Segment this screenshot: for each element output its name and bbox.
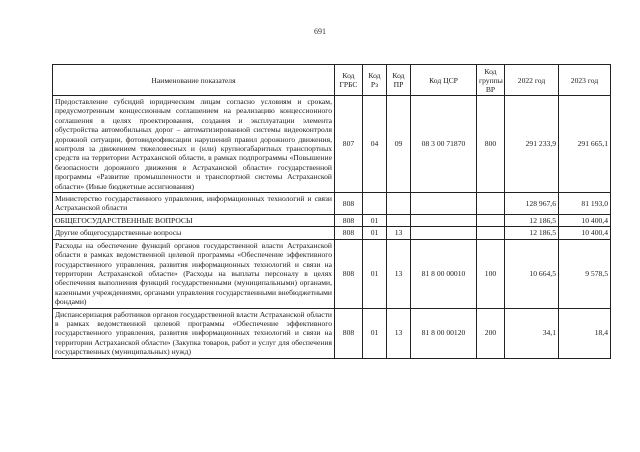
- page-number: 691: [314, 27, 326, 36]
- row-csr: 81 8 00 00010: [411, 239, 477, 308]
- row-vr: [477, 214, 505, 226]
- row-vr: [477, 227, 505, 239]
- table-row: [53, 227, 611, 239]
- row-grbs: 808: [335, 308, 363, 358]
- row-rz: 01: [363, 239, 387, 308]
- row-grbs: 808: [335, 239, 363, 308]
- row-rz: [363, 193, 387, 215]
- row-2022: 291 233,9: [505, 96, 559, 193]
- row-pr: 09: [387, 96, 411, 193]
- row-rz: 01: [363, 227, 387, 239]
- table-row: [53, 193, 611, 215]
- row-name: ОБЩЕГОСУДАРСТВЕННЫЕ ВОПРОСЫ: [53, 214, 335, 226]
- header-2023: 2023 год: [559, 65, 611, 96]
- row-vr: 100: [477, 239, 505, 308]
- table-row: [53, 239, 611, 308]
- row-2023: 9 578,5: [559, 239, 611, 308]
- row-rz: 01: [363, 214, 387, 226]
- row-grbs: 807: [335, 96, 363, 193]
- row-vr: [477, 193, 505, 215]
- row-rz: 01: [363, 308, 387, 358]
- row-2023: 81 193,0: [559, 193, 611, 215]
- row-2023: 291 665,1: [559, 96, 611, 193]
- row-grbs: 808: [335, 214, 363, 226]
- row-pr: [387, 214, 411, 226]
- row-rz: 04: [363, 96, 387, 193]
- row-csr: 08 3 00 71870: [411, 96, 477, 193]
- table-row: [53, 96, 611, 193]
- row-grbs: 808: [335, 227, 363, 239]
- row-csr: [411, 193, 477, 215]
- row-name: Министерство государственного управления, информационных технологий и связи Астраханской области: [53, 193, 335, 215]
- row-2023: 18,4: [559, 308, 611, 358]
- row-name: Диспансеризация работников органов государственной власти Астраханской области в рамках ведомственной целевой программы «Обеспечение эффективного государственного управления, развития информационных технологий и связи на территории Астраханской области» (Закупка товаров, работ и услуг для обеспечения государственных (муниципальных) нужд): [53, 308, 335, 358]
- row-vr: 800: [477, 96, 505, 193]
- row-name: Предоставление субсидий юридическим лицам согласно условиям и срокам, предусмотренным концессионным соглашением на реализацию концессионного соглашения в целях проектирования, создания и эксплуатации элемента обустройства автомобильных дорог – автоматизированной системы видеоконтроля дорожной ситуации, фотовидеофиксации нарушений правил дорожного движения, контроля за движением тяжеловесных и (или) крупногабаритных транспортных средств на территории Астраханской области, в рамках подпрограммы «Повышение безопасности дорожного движения в Астраханской области» государственной программы «Развитие промышленности и транспортной системы Астраханской области» (Иные бюджетные ассигнования): [53, 96, 335, 193]
- row-2023: 10 400,4: [559, 227, 611, 239]
- header-2022: 2022 год: [505, 65, 559, 96]
- row-csr: [411, 227, 477, 239]
- table-row: [53, 214, 611, 226]
- header-csr: Код ЦСР: [411, 65, 477, 96]
- row-csr: 81 8 00 00120: [411, 308, 477, 358]
- table-row: [53, 308, 611, 358]
- row-2022: 12 186,5: [505, 214, 559, 226]
- budget-table: [52, 64, 611, 359]
- row-2022: 12 186,5: [505, 227, 559, 239]
- row-2023: 10 400,4: [559, 214, 611, 226]
- header-grbs: Код ГРБС: [335, 65, 363, 96]
- row-pr: 13: [387, 239, 411, 308]
- row-pr: 13: [387, 227, 411, 239]
- header-name: Наименование показателя: [53, 65, 335, 96]
- header-vr: Код группы ВР: [477, 65, 505, 96]
- row-csr: [411, 214, 477, 226]
- row-pr: 13: [387, 308, 411, 358]
- row-2022: 128 967,6: [505, 193, 559, 215]
- row-vr: 200: [477, 308, 505, 358]
- table-header-row: [53, 65, 611, 96]
- header-pr: Код ПР: [387, 65, 411, 96]
- header-rz: Код Рз: [363, 65, 387, 96]
- row-pr: [387, 193, 411, 215]
- row-grbs: 808: [335, 193, 363, 215]
- row-2022: 10 664,5: [505, 239, 559, 308]
- row-name: Другие общегосударственные вопросы: [53, 227, 335, 239]
- row-name: Расходы на обеспечение функций органов государственной власти Астраханской области в рамках ведомственной целевой программы «Обеспечение эффективного государственного управления, развития информационных технологий и связи на территории Астраханской области» (Расходы на выплаты персоналу в целях обеспечения выполнения функций государственными (муниципальными) органами, казенными учреждениями, органами управления государственными внебюджетными фондами): [53, 239, 335, 308]
- row-2022: 34,1: [505, 308, 559, 358]
